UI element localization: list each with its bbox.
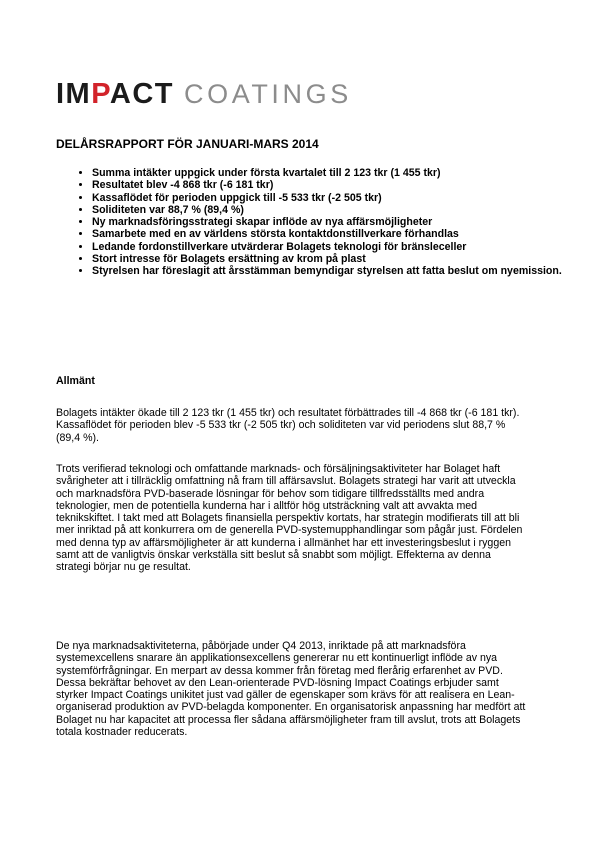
logo-word-impact [56,78,174,110]
paragraph: Trots verifierad teknologi och omfattande marknads- och försäljningsaktiviteter har Bolaget haft svårigheter att i tillräcklig omfattning nå fram till affärsavslut. Bolagets strategi har varit att utveckla och marknadsföra PVD-baserade lösningar för behov som tidigare tillfredsställts med andra teknologier, men de potentiella kunderna har i alltför hög utsträckning valt att avvakta med teknikskiftet. I takt med att Bolagets finansiella perspektiv kortats, har strategin modifierats till att bli mer inriktad på att konkurrera om de generella PVD-systemupphandlingar som pågår just. Fördelen med denna typ av affärsmöjligheter är att kunderna i allmänhet har ett investeringsbeslut i ryggen samt att de vanligtvis önskar verkställa sitt beslut så snabbt som möjligt. Effekterna av denna strategi börjar nu ge resultat. [56,463,523,574]
logo-impact-im: IM [56,78,92,110]
list-item: • Soliditeten var 88,7 % (89,4 %) [92,204,572,216]
list-item: • Ledande fordonstillverkare utvärderar Bolagets teknologi för bränsleceller [92,241,572,253]
logo-impact-p: P [91,78,110,110]
highlights-list [56,167,572,278]
logo-word-coatings: COATINGS [184,79,352,109]
company-logo [56,80,352,109]
list-item: • Ny marknadsföringsstrategi skapar inflöde av nya affärsmöjligheter [92,216,572,228]
logo-impact-act: ACT [109,78,175,110]
list-item: • Resultatet blev -4 868 tkr (-6 181 tkr) [92,179,572,191]
list-item: • Samarbete med en av världens största kontaktdonstillverkare förhandlas [92,228,572,240]
paragraph: Bolagets intäkter ökade till 2 123 tkr (1 455 tkr) och resultatet förbättrades till -4 868 tkr (-6 181 tkr). Kassaflödet för perioden blev -5 533 tkr (-2 505 tkr) och soliditeten var vid periodens slut 88,7 % (89,4 %). [56,407,520,444]
list-item: • Summa intäkter uppgick under första kvartalet till 2 123 tkr (1 455 tkr) [92,167,572,179]
list-item: • Stort intresse för Bolagets ersättning av krom på plast [92,253,572,265]
report-heading: DELÅRSRAPPORT FÖR JANUARI-MARS 2014 [56,137,319,151]
list-item: • Kassaflödet för perioden uppgick till -5 533 tkr (-2 505 tkr) [92,192,572,204]
section-title-general: Allmänt [56,375,95,387]
list-item: • Styrelsen har föreslagit att årsstämman bemyndigar styrelsen att fatta beslut om nyemission. [92,265,572,277]
paragraph: De nya marknadsaktiviteterna, påbörjade under Q4 2013, inriktade på att marknadsföra systemexcellens snarare än applikationsexcellens genererar nu ett kontinuerligt inflöde av nya systemförfrågningar. En merpart av dessa kommer från företag med flerårig erfarenhet av PVD. Dessa bekräftar behovet av den Lean-orienterade PVD-lösning Impact Coatings erbjuder samt styrker Impact Coatings unikitet just vad gäller de egenskaper som krävs för att realisera en Lean-organiserad produktion av PVD-belagda komponenter. En organisatorisk anpassning har medfört att Bolaget nu har kapacitet att processa fler sådana affärsmöjligheter fram till avslut, trots att Bolagets totala kostnader reducerats. [56,640,526,739]
